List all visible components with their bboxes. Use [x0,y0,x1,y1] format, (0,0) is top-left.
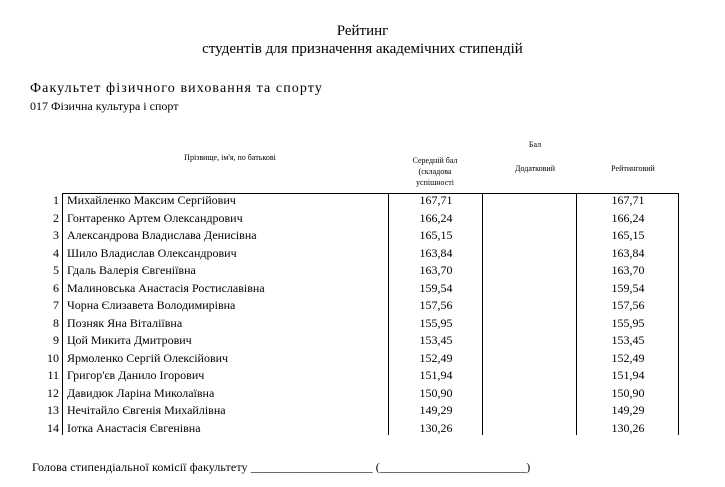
header-average-line2: (складова [418,167,452,176]
row-number: 8 [53,315,59,330]
commission-signature-line: Голова стипендіальної комісії факультету ____________________ (________________________) [32,460,531,474]
student-name: Позняк Яна Віталіївна [67,315,183,330]
rating-score: 159,54 [611,280,645,295]
rating-score: 163,70 [611,263,645,277]
table-row [0,401,725,419]
student-name: Александрова Владислава Денисівна [67,228,257,242]
student-name: Чорна Єлизавета Володимирівна [67,298,236,312]
row-number: 9 [53,333,59,347]
rating-score: 157,56 [611,298,645,312]
row-number: 3 [53,228,59,242]
rating-score: 155,95 [611,315,645,330]
table-row [0,261,725,279]
faculty-name: Факультет фізичного виховання та спорту [30,81,323,96]
average-score: 153,45 [419,333,453,347]
average-score: 167,71 [419,193,453,207]
row-number: 5 [53,263,59,277]
rating-score: 153,45 [611,333,645,347]
table-row [0,244,725,262]
table-row [0,296,725,314]
row-number: 2 [53,210,59,225]
table-row [0,366,725,384]
student-name: Малиновська Анастасія Ростиславівна [67,280,265,295]
student-name: Іотка Анастасія Євгенівна [67,420,201,435]
student-name: Григор'єв Данило Ігорович [67,368,205,382]
header-full-name: Прізвище, ім'я, по батькові [184,153,276,162]
header-rating-score: Рейтинговий [611,164,655,173]
average-score: 157,56 [419,298,453,312]
document-subtitle: студентів для призначення академічних стипендій [202,41,523,57]
row-number: 14 [47,420,59,435]
student-name: Шило Владислав Олександрович [67,245,237,260]
rating-score: 166,24 [611,210,645,225]
row-number: 1 [53,193,59,207]
rating-score: 165,15 [611,228,645,242]
student-name: Цой Микита Дмитрович [67,333,192,347]
header-additional-score: Додатковий [515,164,555,173]
row-number: 7 [53,298,59,312]
table-row [0,209,725,227]
row-number: 12 [47,385,59,400]
table-row [0,191,725,209]
student-name: Гдаль Валерія Євгеніївна [67,263,196,277]
rating-score: 152,49 [611,350,645,365]
average-score: 155,95 [419,315,453,330]
average-score: 165,15 [419,228,453,242]
table-row [0,226,725,244]
header-average-score [400,155,470,188]
student-name: Михайленко Максим Сергійович [67,193,236,207]
average-score: 159,54 [419,280,453,295]
row-number: 13 [47,403,59,417]
average-score: 152,49 [419,350,453,365]
average-score: 130,26 [419,420,453,435]
rating-score: 167,71 [611,193,645,207]
rating-score: 151,94 [611,368,645,382]
row-number: 4 [53,245,59,260]
table-row [0,314,725,332]
table-row [0,331,725,349]
average-score: 166,24 [419,210,453,225]
rating-score: 150,90 [611,385,645,400]
row-number: 11 [47,368,59,382]
rating-score: 149,29 [611,403,645,417]
students-table [0,191,725,436]
rating-score: 130,26 [611,420,645,435]
table-row [0,279,725,297]
student-name: Давидюк Ларіна Миколаївна [67,385,215,400]
header-average-line3: успішності [416,178,454,187]
table-row [0,419,725,437]
average-score: 151,94 [419,368,453,382]
table-row [0,384,725,402]
average-score: 150,90 [419,385,453,400]
average-score: 149,29 [419,403,453,417]
specialty-name: 017 Фізична культура і спорт [30,99,179,113]
student-name: Ярмоленко Сергій Олексійович [67,350,229,365]
header-bal: Бал [528,140,542,149]
header-average-line1: Середній бал [412,156,458,165]
row-number: 6 [53,280,59,295]
document-title: Рейтинг [336,23,389,39]
average-score: 163,84 [419,245,453,260]
student-name: Гонтаренко Артем Олександрович [67,210,243,225]
row-number: 10 [47,350,59,365]
rating-score: 163,84 [611,245,645,260]
table-row [0,349,725,367]
average-score: 163,70 [419,263,453,277]
student-name: Нечітайло Євгенія Михайлівна [67,403,226,417]
